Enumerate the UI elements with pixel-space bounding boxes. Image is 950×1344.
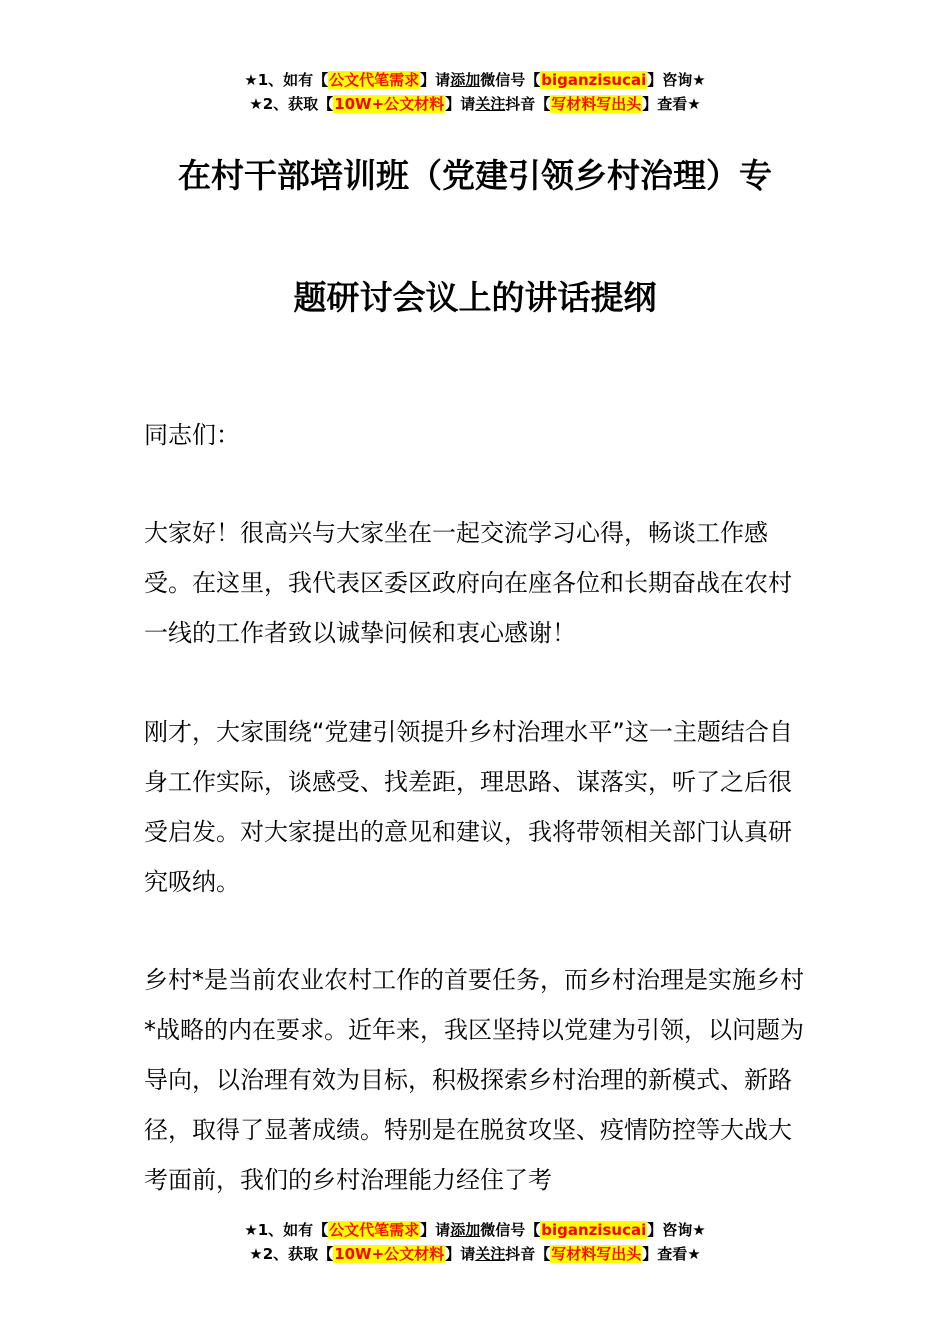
paragraph-2: 刚才，大家围绕“党建引领提升乡村治理水平”这一主题结合自身工作实际，谈感受、找差距，理思路、谋落实，听了之后很受启发。对大家提出的意见和建议，我将带领相关部门认真研究吸纳。 [144, 718, 793, 896]
highlight-wechat-id: biganzisucai [541, 1221, 647, 1239]
banner-line-2: ★2、获取【10W+公文材料】请关注抖音【写材料写出头】查看★ [249, 95, 701, 113]
header-banner [0, 68, 950, 116]
paragraph-1: 大家好！很高兴与大家坐在一起交流学习心得，畅谈工作感受。在这里，我代表区委区政府向在座各位和长期奋战在农村一线的工作者致以诚挚问候和衷心感谢！ [144, 519, 792, 647]
greeting: 同志们： [144, 421, 240, 449]
highlight-service: 公文代笔需求 [329, 71, 420, 89]
highlight-douyin: 写材料写出头 [551, 1245, 642, 1263]
banner-line-1: ★1、如有【公文代笔需求】请添加微信号【biganzisucai】咨询★ [244, 71, 706, 89]
page-title-line-1: 在村干部培训班（党建引领乡村治理）专 [178, 156, 772, 195]
footer-line-1: ★1、如有【公文代笔需求】请添加微信号【biganzisucai】咨询★ [244, 1221, 706, 1239]
highlight-douyin: 写材料写出头 [551, 95, 642, 113]
paragraph-3: 乡村*是当前农业农村工作的首要任务，而乡村治理是实施乡村*战略的内在要求。近年来，我区坚持以党建为引领，以问题为导向，以治理有效为目标，积极探索乡村治理的新模式、新路径，取得了显著成绩。特别是在脱贫攻坚、疫情防控等大战大考面前，我们的乡村治理能力经住了考 [144, 966, 804, 1194]
highlight-materials: 10W+公文材料 [334, 95, 445, 113]
highlight-wechat-id: biganzisucai [541, 71, 647, 89]
highlight-materials: 10W+公文材料 [334, 1245, 445, 1263]
footer-banner [0, 1218, 950, 1266]
page-title-line-2: 题研讨会议上的讲话提纲 [293, 278, 657, 317]
footer-line-2: ★2、获取【10W+公文材料】请关注抖音【写材料写出头】查看★ [249, 1245, 701, 1263]
highlight-service: 公文代笔需求 [329, 1221, 420, 1239]
